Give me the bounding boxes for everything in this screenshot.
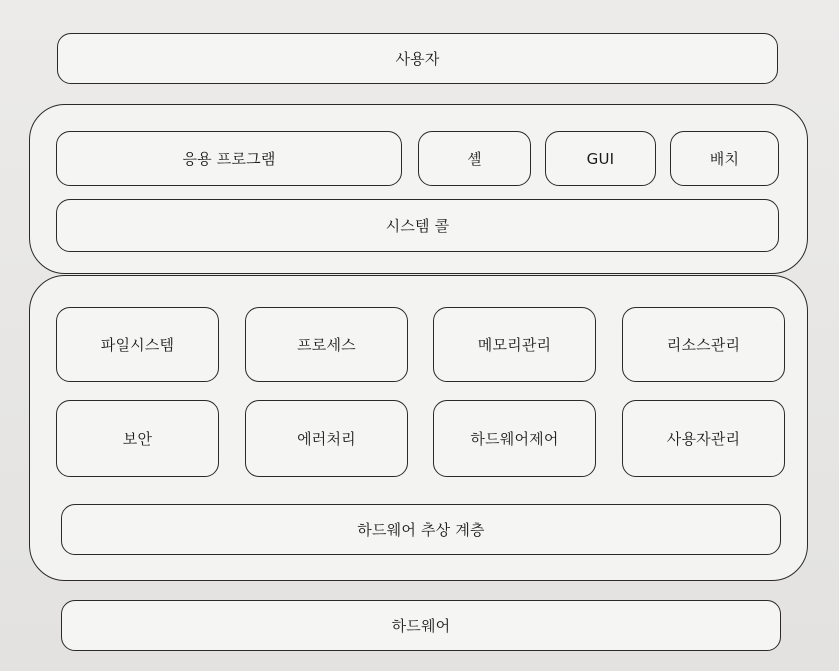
app-program-box	[56, 131, 402, 186]
user-management-label: 사용자관리	[666, 430, 741, 448]
hal-label: 하드웨어 추상 계층	[357, 521, 485, 539]
process-box	[245, 307, 408, 382]
app-program-label: 응용 프로그램	[182, 150, 276, 168]
gui-label: GUI	[586, 149, 615, 168]
system-call-label: 시스템 콜	[385, 217, 450, 235]
security-label: 보안	[122, 430, 153, 448]
user-management-box	[622, 400, 785, 477]
process-label: 프로세스	[297, 336, 356, 354]
hal-box	[61, 504, 781, 555]
user-label: 사용자	[395, 50, 440, 68]
resource-management-label: 리소스관리	[666, 336, 741, 354]
hardware-label: 하드웨어	[391, 617, 451, 635]
shell-box	[418, 131, 531, 186]
batch-label: 배치	[709, 150, 740, 168]
resource-management-box	[622, 307, 785, 382]
shell-label: 셸	[467, 150, 482, 168]
memory-management-label: 메모리관리	[477, 336, 552, 354]
system-call-box	[56, 199, 779, 252]
user-box	[57, 33, 778, 84]
batch-box	[670, 131, 779, 186]
security-box	[56, 400, 219, 477]
memory-management-box	[433, 307, 596, 382]
gui-box	[545, 131, 656, 186]
hardware-control-label: 하드웨어제어	[470, 430, 559, 448]
filesystem-box	[56, 307, 219, 382]
error-handling-box	[245, 400, 408, 477]
error-handling-label: 에러처리	[297, 430, 356, 448]
hardware-box	[61, 600, 781, 651]
hardware-control-box	[433, 400, 596, 477]
filesystem-label: 파일시스템	[100, 336, 175, 354]
